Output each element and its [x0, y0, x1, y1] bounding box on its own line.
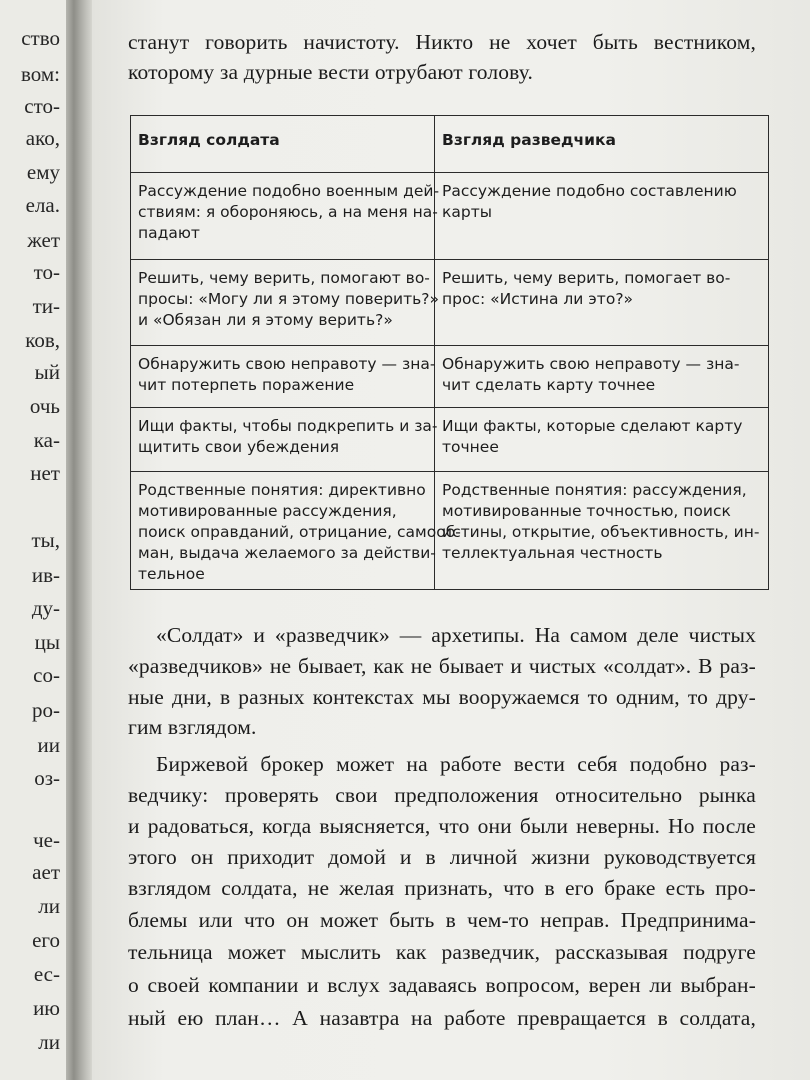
- table-cell: [131, 260, 439, 346]
- cell-line: Ищи факты, которые сделают карту: [442, 417, 743, 435]
- left-fragment: ив-: [31, 563, 60, 587]
- left-fragment: ела.: [25, 193, 60, 217]
- left-fragment: ему: [26, 160, 60, 184]
- left-page-edge: [0, 0, 66, 1080]
- left-fragment: нет: [30, 461, 60, 485]
- cell-line: чит сделать карту точнее: [442, 376, 656, 394]
- header-scout: Взгляд разведчика: [435, 116, 769, 173]
- cell-line: тельное: [138, 565, 205, 583]
- cell-line: истины, открытие, объективность, ин-: [442, 523, 760, 541]
- table-cell: [131, 408, 438, 472]
- cell-line: ствиям: я обороняюсь, а на меня на-: [138, 203, 438, 221]
- cell-line: чит потерпеть поражение: [138, 376, 355, 394]
- table-row: [131, 346, 769, 408]
- left-fragment: вом:: [21, 62, 60, 86]
- cell-line: карты: [442, 203, 492, 221]
- text-line: гим взглядом.: [128, 715, 257, 739]
- text-line: взглядом солдата, не желая признать, что в его браке есть про-: [128, 876, 756, 900]
- cell-line: просы: «Могу ли я этому поверить?»: [138, 290, 439, 308]
- cell-line: Обнаружить свою неправоту — зна-: [138, 355, 436, 373]
- table-cell: [435, 408, 769, 472]
- left-fragment: ый: [34, 360, 60, 384]
- cell-line: Родственные понятия: директивно: [138, 481, 426, 499]
- left-fragment: ду-: [31, 596, 60, 620]
- cell-line: Обнаружить свою неправоту — зна-: [442, 355, 740, 373]
- table-row: [131, 173, 769, 260]
- table-row: [131, 260, 769, 346]
- cell-line: и «Обязан ли я этому верить?»: [138, 311, 393, 329]
- left-fragment: ес-: [33, 962, 60, 986]
- comparison-table: [130, 115, 769, 590]
- text-line: тельница может мыслить как разведчик, рассказывая подруге: [128, 940, 756, 964]
- text-line: «разведчиков» не бывает, как не бывает и чистых «солдат». В раз-: [128, 654, 756, 678]
- table-cell: [131, 173, 440, 260]
- cell-line: Родственные понятия: рассуждения,: [442, 481, 747, 499]
- header-soldier: Взгляд солдата: [131, 116, 435, 173]
- text-line: ведчику: проверять свои предположения относительно рынка: [128, 783, 756, 807]
- left-fragment: ты,: [31, 528, 60, 552]
- text-line: о своей компании и вслух задаваясь вопросом, верен ли выбран-: [128, 973, 756, 997]
- cell-line: ман, выдача желаемого за действи-: [138, 544, 436, 562]
- cell-line: прос: «Истина ли это?»: [442, 290, 634, 308]
- cell-line: мотивированные рассуждения,: [138, 502, 397, 520]
- text-line: и радоваться, когда выясняется, что они были неверны. Но после: [128, 814, 756, 838]
- cell-line: Рассуждение подобно составлению: [442, 182, 737, 200]
- text-line: блемы или что он может быть в чем-то неправ. Предпринима-: [128, 908, 756, 932]
- cell-line: точнее: [442, 438, 499, 456]
- cell-line: мотивированные точностью, поиск: [442, 502, 731, 520]
- text-line: «Солдат» и «разведчик» — архетипы. На самом деле чистых: [156, 623, 756, 647]
- text-line: станут говорить начистоту. Никто не хочет быть вестником,: [128, 30, 756, 54]
- left-fragment: его: [32, 928, 60, 952]
- table-row: [131, 472, 769, 590]
- left-fragment: сто-: [24, 94, 60, 118]
- table-cell: [435, 472, 769, 590]
- left-fragment: жет: [27, 228, 60, 252]
- table-cell: [435, 346, 769, 408]
- table-cell: [131, 472, 461, 590]
- left-fragment: ка-: [33, 428, 60, 452]
- left-fragment: ро-: [32, 698, 60, 722]
- left-fragment: ство: [21, 26, 60, 50]
- left-fragment: то-: [33, 260, 60, 284]
- left-fragment: ков,: [25, 328, 60, 352]
- text-line: которому за дурные вести отрубают голову.: [128, 60, 534, 84]
- left-fragment: ию: [33, 996, 60, 1020]
- cell-line: Рассуждение подобно военным дей-: [138, 182, 440, 200]
- left-fragment: че-: [33, 828, 60, 852]
- left-fragment: ии: [37, 733, 60, 757]
- left-fragment: ако,: [25, 126, 60, 150]
- cell-line: Решить, чему верить, помогают во-: [138, 269, 430, 287]
- book-gutter: [66, 0, 92, 1080]
- cell-line: Ищи факты, чтобы подкрепить и за-: [138, 417, 438, 435]
- left-fragment: ли: [38, 1030, 60, 1054]
- left-fragment: очь: [29, 394, 60, 418]
- cell-line: теллектуальная честность: [442, 544, 663, 562]
- left-fragment: оз-: [34, 766, 60, 790]
- table-cell: [435, 260, 769, 346]
- text-line: этого он приходит домой и в личной жизни руководствуется: [128, 845, 756, 869]
- cell-line: щитить свои убеждения: [138, 438, 340, 456]
- table-row: [131, 408, 769, 472]
- text-line: Биржевой брокер может на работе вести себя подобно раз-: [156, 752, 756, 776]
- cell-line: падают: [138, 224, 200, 242]
- table-cell: [435, 173, 769, 260]
- table-header-row: [131, 116, 769, 173]
- table-cell: [131, 346, 435, 408]
- left-fragment: цы: [34, 630, 60, 654]
- text-line: ные дни, в разных контекстах мы вооружаемся то одним, то дру-: [128, 685, 756, 709]
- cell-line: поиск оправданий, отрицание, самооб-: [138, 523, 461, 541]
- left-fragment: ает: [32, 860, 60, 884]
- cell-line: Решить, чему верить, помогает во-: [442, 269, 731, 287]
- left-fragment: ли: [38, 894, 60, 918]
- text-line: ный ею план… А назавтра на работе превращается в солдата,: [128, 1006, 756, 1030]
- left-fragment: со-: [33, 663, 60, 687]
- left-fragment: ти-: [32, 294, 60, 318]
